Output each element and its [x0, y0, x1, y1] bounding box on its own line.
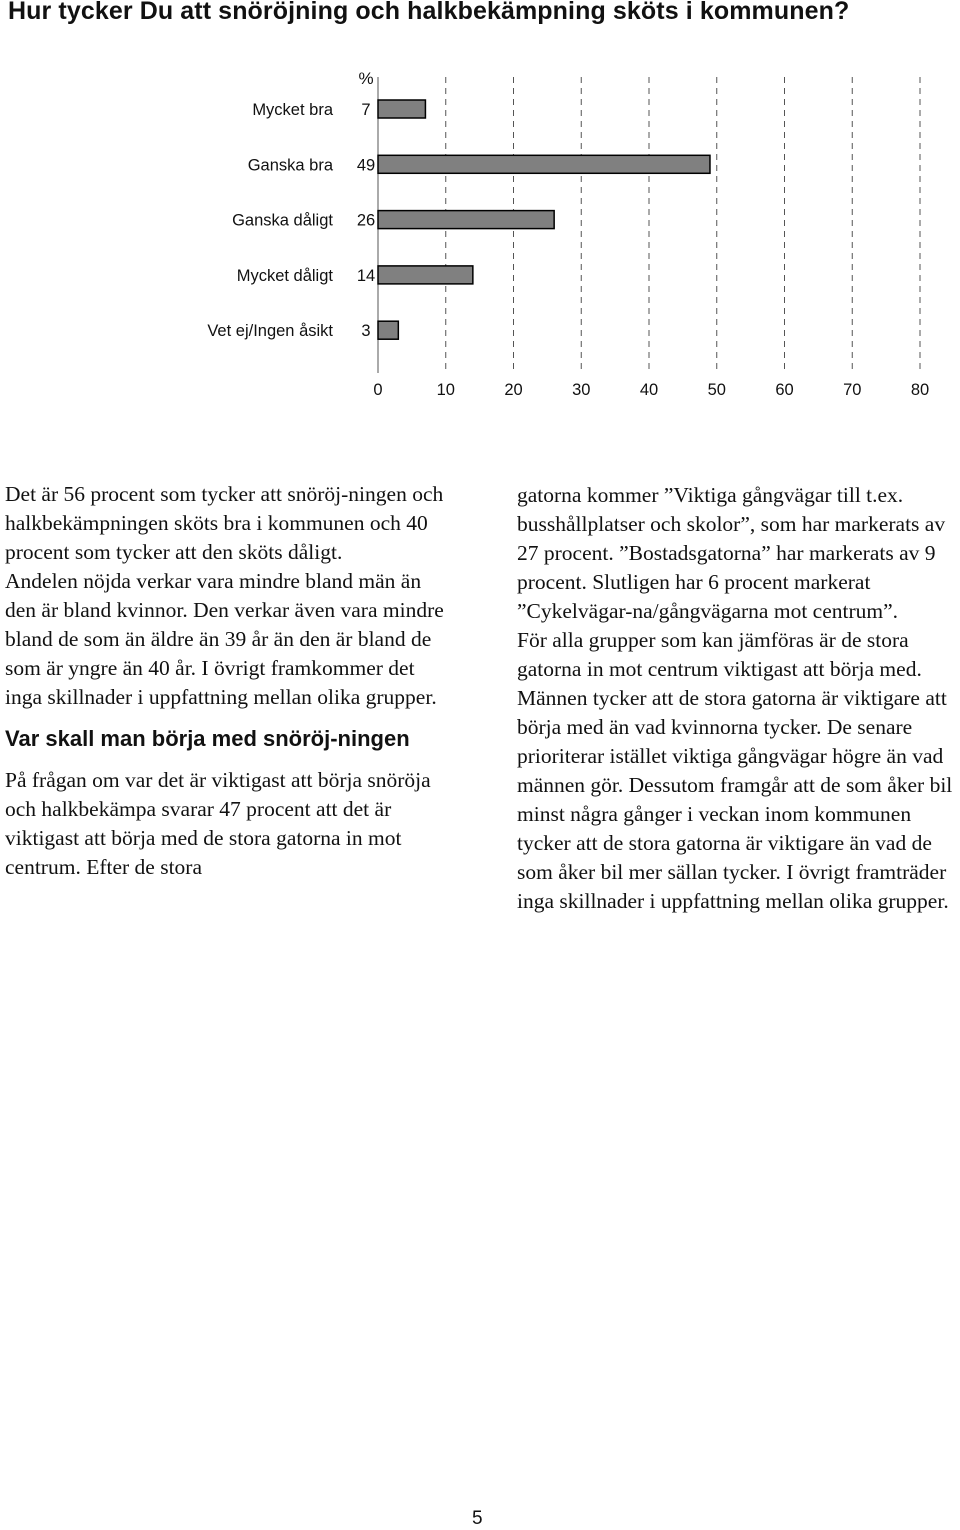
data-label: 14 [356, 266, 376, 285]
x-tick-label: 70 [843, 381, 862, 399]
bar-chart [0, 55, 960, 405]
page-number: 5 [472, 1508, 483, 1529]
chart-category-labels [207, 101, 375, 340]
data-label: 3 [361, 322, 371, 341]
body-paragraph: På frågan om var det är viktigast att börja snöröja och halkbekämpa svarar 47 procent att det är viktigast att börja med de stora gatorna in mot centrum. Efter de stora [5, 768, 431, 879]
left-column [5, 480, 455, 882]
section-heading: Var skall man börja med snöröj-ningen [5, 726, 410, 751]
body-paragraph: Det är 56 procent som tycker att snöröj-ningen och halkbekämpningen sköts bra i kommunen och 40 procent som tycker att den sköts dåligt. [5, 482, 444, 564]
x-tick-label: 20 [504, 381, 523, 399]
x-tick-label: 80 [910, 381, 930, 399]
category-label: Mycket dåligt [236, 266, 333, 285]
category-label: Ganska bra [247, 156, 333, 175]
x-tick-label: 30 [572, 381, 591, 399]
data-label: 7 [361, 101, 371, 119]
value-column-header: % [358, 69, 374, 88]
chart-bars [378, 100, 710, 339]
data-label: 26 [356, 211, 376, 230]
bar [378, 100, 425, 118]
data-label: 49 [356, 156, 376, 175]
page-title: Hur tycker Du att snöröjning och halkbekämpning sköts i kommunen? [8, 0, 850, 25]
x-tick-label: 0 [373, 381, 383, 399]
x-tick-label: 10 [436, 381, 455, 399]
x-tick-label: 40 [639, 381, 659, 399]
bar [378, 211, 554, 229]
category-label: Ganska dåligt [232, 211, 333, 230]
category-label: Mycket bra [252, 101, 333, 119]
body-paragraph: gatorna kommer ”Viktiga gångvägar till t.ex. busshållplatser och skolor”, som har markerats av 27 procent. ”Bostadsgatorna” har markerats av 9 procent. Slutligen har 6 procent markerat ”Cykelvägar-na/gångvägarna mot centrum”. [517, 483, 946, 623]
bar [378, 266, 473, 284]
right-column [517, 481, 960, 916]
bar [378, 155, 710, 173]
category-label: Vet ej/Ingen åsikt [207, 322, 333, 341]
body-paragraph: För alla grupper som kan jämföras är de stora gatorna in mot centrum viktigast att börja med. Männen tycker att de stora gatorna är viktigare att börja med än vad kvinnorna tycker. De senare prioriterar istället viktiga gångvägar högre än vad männen gör. Dessutom framgår att de som åker bil minst några gånger i veckan inom kommunen tycker att de stora gatorna är viktigare än vad de som åker bil mer sällan tycker. I övrigt framträder inga skillnader i uppfattning mellan olika grupper. [517, 628, 953, 913]
bar [378, 321, 398, 339]
x-tick-label: 50 [707, 381, 726, 399]
x-tick-label: 60 [775, 381, 794, 399]
body-paragraph: Andelen nöjda verkar vara mindre bland män än den är bland kvinnor. Den verkar även vara mindre bland de som än äldre än 39 år än den är bland de som är yngre än 40 år. I övrigt framkommer det inga skillnader i uppfattning mellan olika grupper. [5, 569, 444, 709]
chart-x-axis [373, 381, 929, 399]
